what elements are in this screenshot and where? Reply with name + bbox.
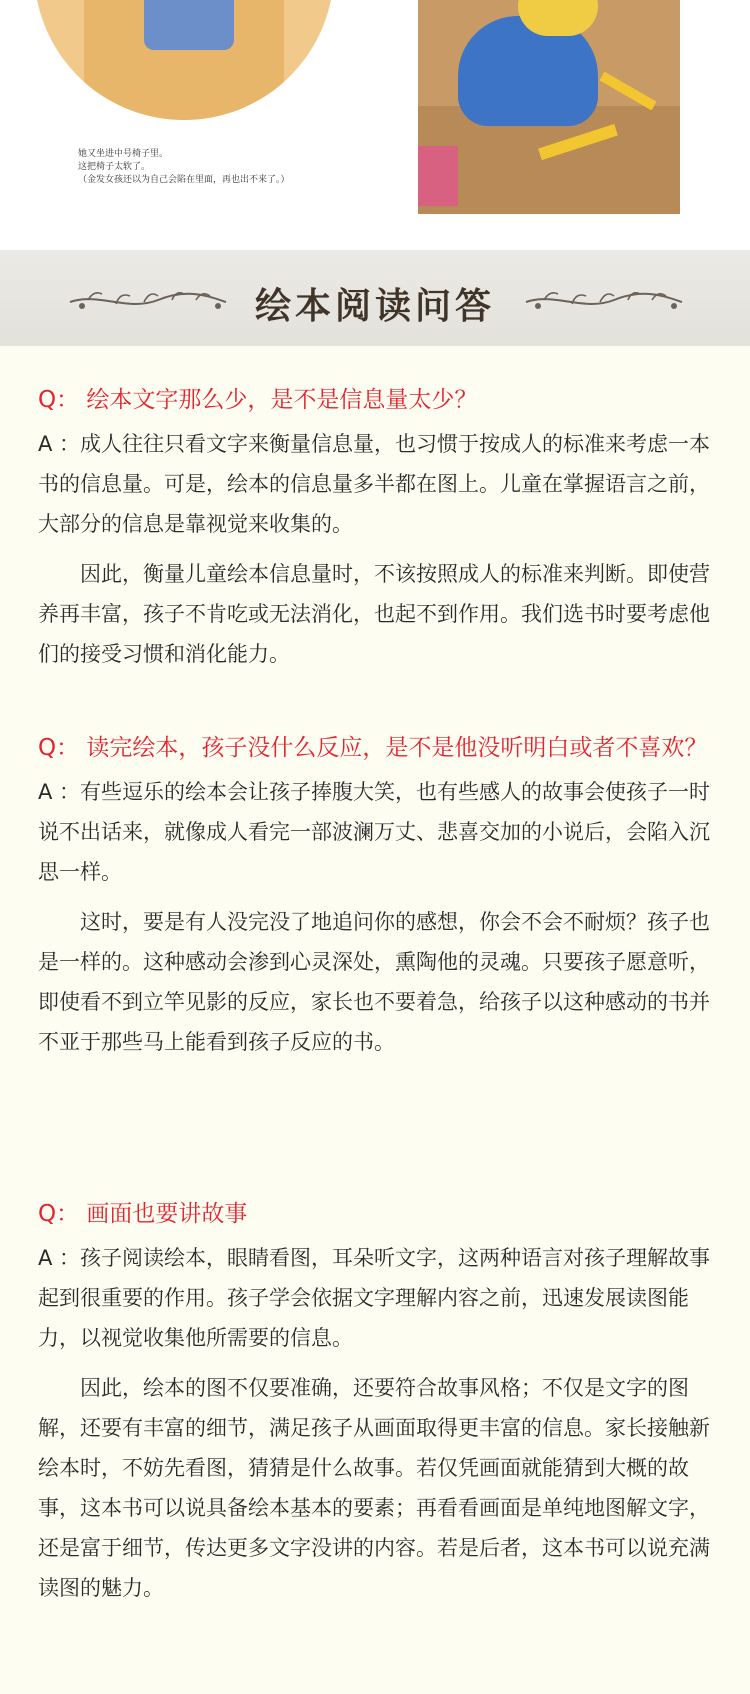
vine-ornament-right-icon — [524, 286, 684, 316]
caption-line: （金发女孩还以为自己会陷在里面，再也出不来了。） — [78, 175, 290, 185]
qa-question: Q： 画面也要讲故事 — [38, 1201, 248, 1227]
qa-answer: A ：孩子阅读绘本，眼睛看图，耳朵听文字，这两种语言对孩子理解故事起到很重要的作用。孩子学会依据文字理解内容之前，迅速发展读图能力，以视觉收集他所需要的信息。 — [38, 1246, 711, 1350]
qa-question: Q： 绘本文字那么少，是不是信息量太少？ — [38, 387, 478, 413]
section-banner — [0, 250, 750, 346]
caption-line: 这把椅子太软了。 — [78, 162, 151, 172]
qa-answer: A ：有些逗乐的绘本会让孩子捧腹大笑，也有些感人的故事会使孩子一时说不出话来，就像成人看完一部波澜万丈、悲喜交加的小说后，会陷入沉思一样。 — [38, 780, 711, 884]
qa-item — [38, 1194, 718, 1608]
top-illustration — [0, 0, 750, 250]
qa-answer: 因此，衡量儿童绘本信息量时，不该按照成人的标准来判断。即使营养再丰富，孩子不肯吃或无法消化，也起不到作用。我们选书时要考虑他们的接受习惯和消化能力。 — [38, 562, 710, 666]
qa-answer: 因此，绘本的图不仅要准确，还要符合故事风格；不仅是文字的图解，还要有丰富的细节，满足孩子从画面取得更丰富的信息。家长接触新绘本时，不妨先看图，猜猜是什么故事。若仅凭画面就能猜到大概的故事，这本书可以说具备绘本基本的要素；再看看画面是单纯地图解文字，还是富于细节，传达更多文字没讲的内容。若是后者，这本书可以说充满读图的魅力。 — [38, 1376, 710, 1600]
illustration-caption — [78, 148, 290, 187]
qa-answer: A ：成人往往只看文字来衡量信息量，也习惯于按成人的标准来考虑一本书的信息量。可是，绘本的信息量多半都在图上。儿童在掌握语言之前，大部分的信息是靠视觉来收集的。 — [38, 432, 711, 536]
caption-line: 她又坐进中号椅子里。 — [78, 149, 169, 159]
illustration-broken-chair — [418, 0, 680, 214]
section-title: 绘本阅读问答 — [254, 285, 495, 327]
qa-answer: 这时，要是有人没完没了地追问你的感想，你会不会不耐烦？孩子也是一样的。这种感动会渗到心灵深处，熏陶他的灵魂。只要孩子愿意听，即使看不到立竿见影的反应，家长也不要着急，给孩子以这种感动的书并不亚于那些马上能看到孩子反应的书。 — [38, 910, 710, 1054]
qa-item — [38, 728, 718, 1062]
qa-item — [38, 380, 718, 674]
qa-question: Q： 读完绘本，孩子没什么反应，是不是他没听明白或者不喜欢？ — [38, 735, 708, 761]
illustration-goldilocks-chair — [34, 0, 334, 120]
